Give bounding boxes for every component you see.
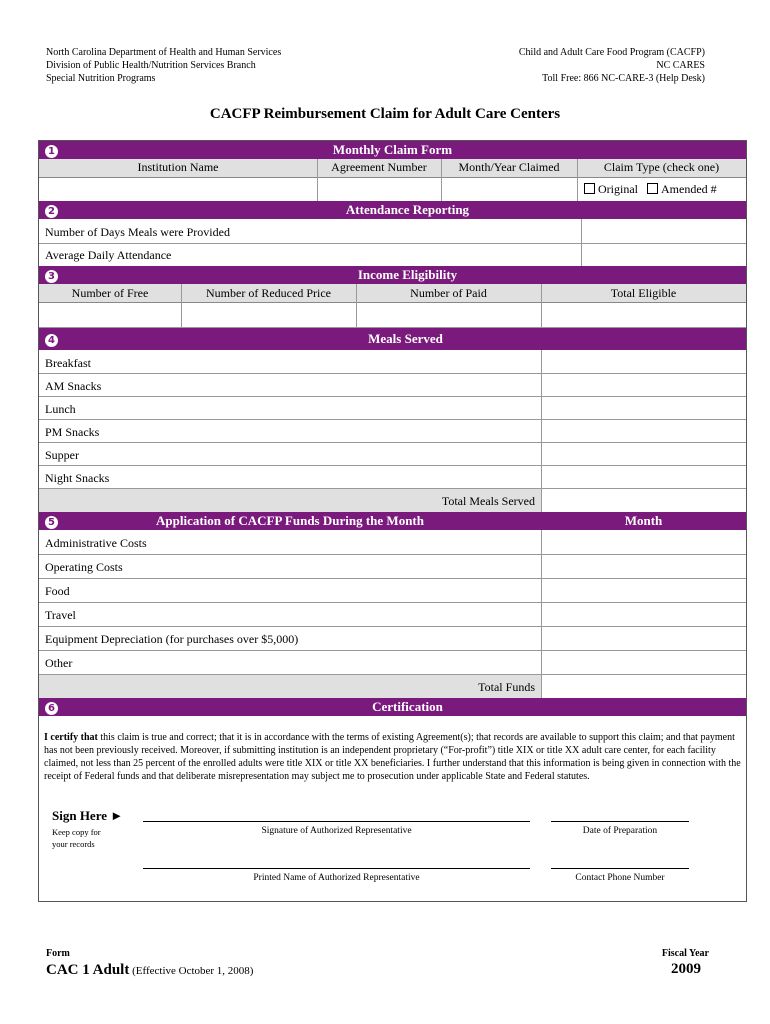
keep-copy-note bbox=[52, 826, 101, 850]
num-reduced-field[interactable] bbox=[181, 303, 356, 327]
meal-row-label: Supper bbox=[45, 448, 79, 462]
fund-row-label: Travel bbox=[45, 608, 76, 622]
keep-line: your records bbox=[52, 839, 95, 849]
section-title: Attendance Reporting bbox=[345, 202, 470, 217]
days-provided-field[interactable] bbox=[581, 219, 746, 243]
keep-line: Keep copy for bbox=[52, 827, 101, 837]
col-header: Agreement Number bbox=[331, 160, 427, 174]
section-title: Certification bbox=[372, 699, 443, 714]
original-label: Original bbox=[598, 182, 638, 196]
col-header: Number of Paid bbox=[410, 286, 487, 300]
section-title: Monthly Claim Form bbox=[332, 142, 453, 157]
section-4-bar bbox=[39, 328, 746, 350]
fund-row-label: Operating Costs bbox=[45, 560, 123, 574]
section-3-bar bbox=[39, 266, 746, 284]
section-6-bar bbox=[39, 698, 746, 716]
cert-body: this claim is true and correct; that it is in accordance with the terms of existing Agreement(s); that records are available to support this claim; and that payment has not been previously received. Moreover, if submitting institution is an independent proprietary (“For-profit”) title XIX or title XX adult care center, for each facility claimed, not less than 25 percent of the enrolled adults were title XIX or title XX beneficiaries. I further understand that this information is being given in connection with the receipt of Federal funds and that deliberate misrepresentation may subject me to prosecution under applicable State and Federal statutes. bbox=[44, 732, 741, 782]
program-line: NC CARES bbox=[656, 60, 705, 71]
checkbox-icon[interactable] bbox=[647, 183, 658, 194]
phone-label: Contact Phone Number bbox=[575, 873, 665, 883]
section-number: 3 bbox=[45, 270, 58, 283]
original-option[interactable] bbox=[584, 182, 638, 197]
signature-label: Signature of Authorized Representative bbox=[261, 826, 412, 836]
num-paid-field[interactable] bbox=[356, 303, 541, 327]
meal-row-label: AM Snacks bbox=[45, 379, 102, 393]
amended-label: Amended # bbox=[661, 182, 717, 196]
date-label: Date of Preparation bbox=[582, 826, 658, 836]
meal-row-label: PM Snacks bbox=[45, 425, 100, 439]
amended-option[interactable] bbox=[647, 182, 717, 197]
form-label: Form bbox=[46, 948, 70, 959]
col-header: Number of Free bbox=[71, 286, 149, 300]
fiscal-year-label: Fiscal Year bbox=[661, 948, 709, 959]
section-5-bar bbox=[39, 512, 746, 530]
row-label: Average Daily Attendance bbox=[45, 248, 172, 262]
total-eligible-field[interactable] bbox=[541, 303, 746, 327]
form-id-block bbox=[46, 961, 253, 979]
section-number: 5 bbox=[45, 516, 58, 529]
section-title: Meals Served bbox=[368, 331, 443, 346]
program-block bbox=[519, 46, 705, 85]
effective-date: (Effective October 1, 2008) bbox=[129, 965, 254, 977]
month-col-title: Month bbox=[624, 513, 663, 528]
signature-line[interactable] bbox=[143, 821, 530, 822]
claim-form bbox=[38, 140, 747, 902]
total-funds-label: Total Funds bbox=[478, 680, 535, 694]
date-line[interactable] bbox=[551, 821, 689, 822]
section-number: 2 bbox=[45, 205, 58, 218]
num-free-field[interactable] bbox=[39, 303, 181, 327]
checkbox-icon[interactable] bbox=[584, 183, 595, 194]
section-title: Application of CACFP Funds During the Month bbox=[156, 513, 424, 528]
col-header: Claim Type (check one) bbox=[603, 160, 720, 174]
program-line: Toll Free: 866 NC-CARE-3 (Help Desk) bbox=[542, 73, 705, 84]
page-title: CACFP Reimbursement Claim for Adult Care Centers bbox=[209, 106, 561, 122]
agency-line: North Carolina Department of Health and Human Services bbox=[46, 47, 282, 58]
agency-line: Division of Public Health/Nutrition Services Branch bbox=[46, 60, 256, 71]
section-number: 4 bbox=[45, 334, 58, 347]
section-2-bar bbox=[39, 201, 746, 219]
printed-name-line[interactable] bbox=[143, 868, 530, 869]
program-line: Child and Adult Care Food Program (CACFP) bbox=[518, 47, 705, 58]
section-title: Income Eligibility bbox=[357, 267, 458, 282]
month-year-field[interactable] bbox=[441, 178, 577, 201]
fund-row-label: Equipment Depreciation (for purchases over $5,000) bbox=[45, 632, 299, 646]
agreement-number-field[interactable] bbox=[317, 178, 441, 201]
col-header: Total Eligible bbox=[610, 286, 677, 300]
certification-text bbox=[44, 731, 742, 783]
agency-line: Special Nutrition Programs bbox=[46, 73, 156, 84]
total-funds-field[interactable] bbox=[541, 675, 746, 698]
col-header: Month/Year Claimed bbox=[458, 160, 560, 174]
row-label: Number of Days Meals were Provided bbox=[45, 225, 230, 239]
fiscal-year: 2009 bbox=[671, 961, 701, 977]
section-number: 6 bbox=[45, 702, 58, 715]
printed-name-label: Printed Name of Authorized Representative bbox=[253, 873, 420, 883]
agency-block bbox=[46, 46, 281, 85]
fund-row-label: Other bbox=[45, 656, 73, 670]
fund-row-label: Food bbox=[45, 584, 70, 598]
sign-here-label: Sign Here ► bbox=[52, 808, 124, 823]
meal-row-label: Breakfast bbox=[45, 356, 91, 370]
fund-row-label: Administrative Costs bbox=[45, 536, 147, 550]
meal-row-label: Lunch bbox=[45, 402, 76, 416]
form-id: CAC 1 Adult bbox=[46, 962, 130, 978]
col-header: Institution Name bbox=[137, 160, 219, 174]
cert-lead: I certify that bbox=[44, 732, 98, 743]
meal-row-label: Night Snacks bbox=[45, 471, 110, 485]
col-header: Number of Reduced Price bbox=[206, 286, 331, 300]
section-number: 1 bbox=[45, 145, 58, 158]
section-1-bar bbox=[39, 141, 746, 159]
total-meals-field[interactable] bbox=[541, 489, 746, 512]
institution-name-field[interactable] bbox=[39, 178, 317, 201]
total-meals-label: Total Meals Served bbox=[441, 494, 535, 508]
avg-attendance-field[interactable] bbox=[581, 243, 746, 266]
phone-line[interactable] bbox=[551, 868, 689, 869]
